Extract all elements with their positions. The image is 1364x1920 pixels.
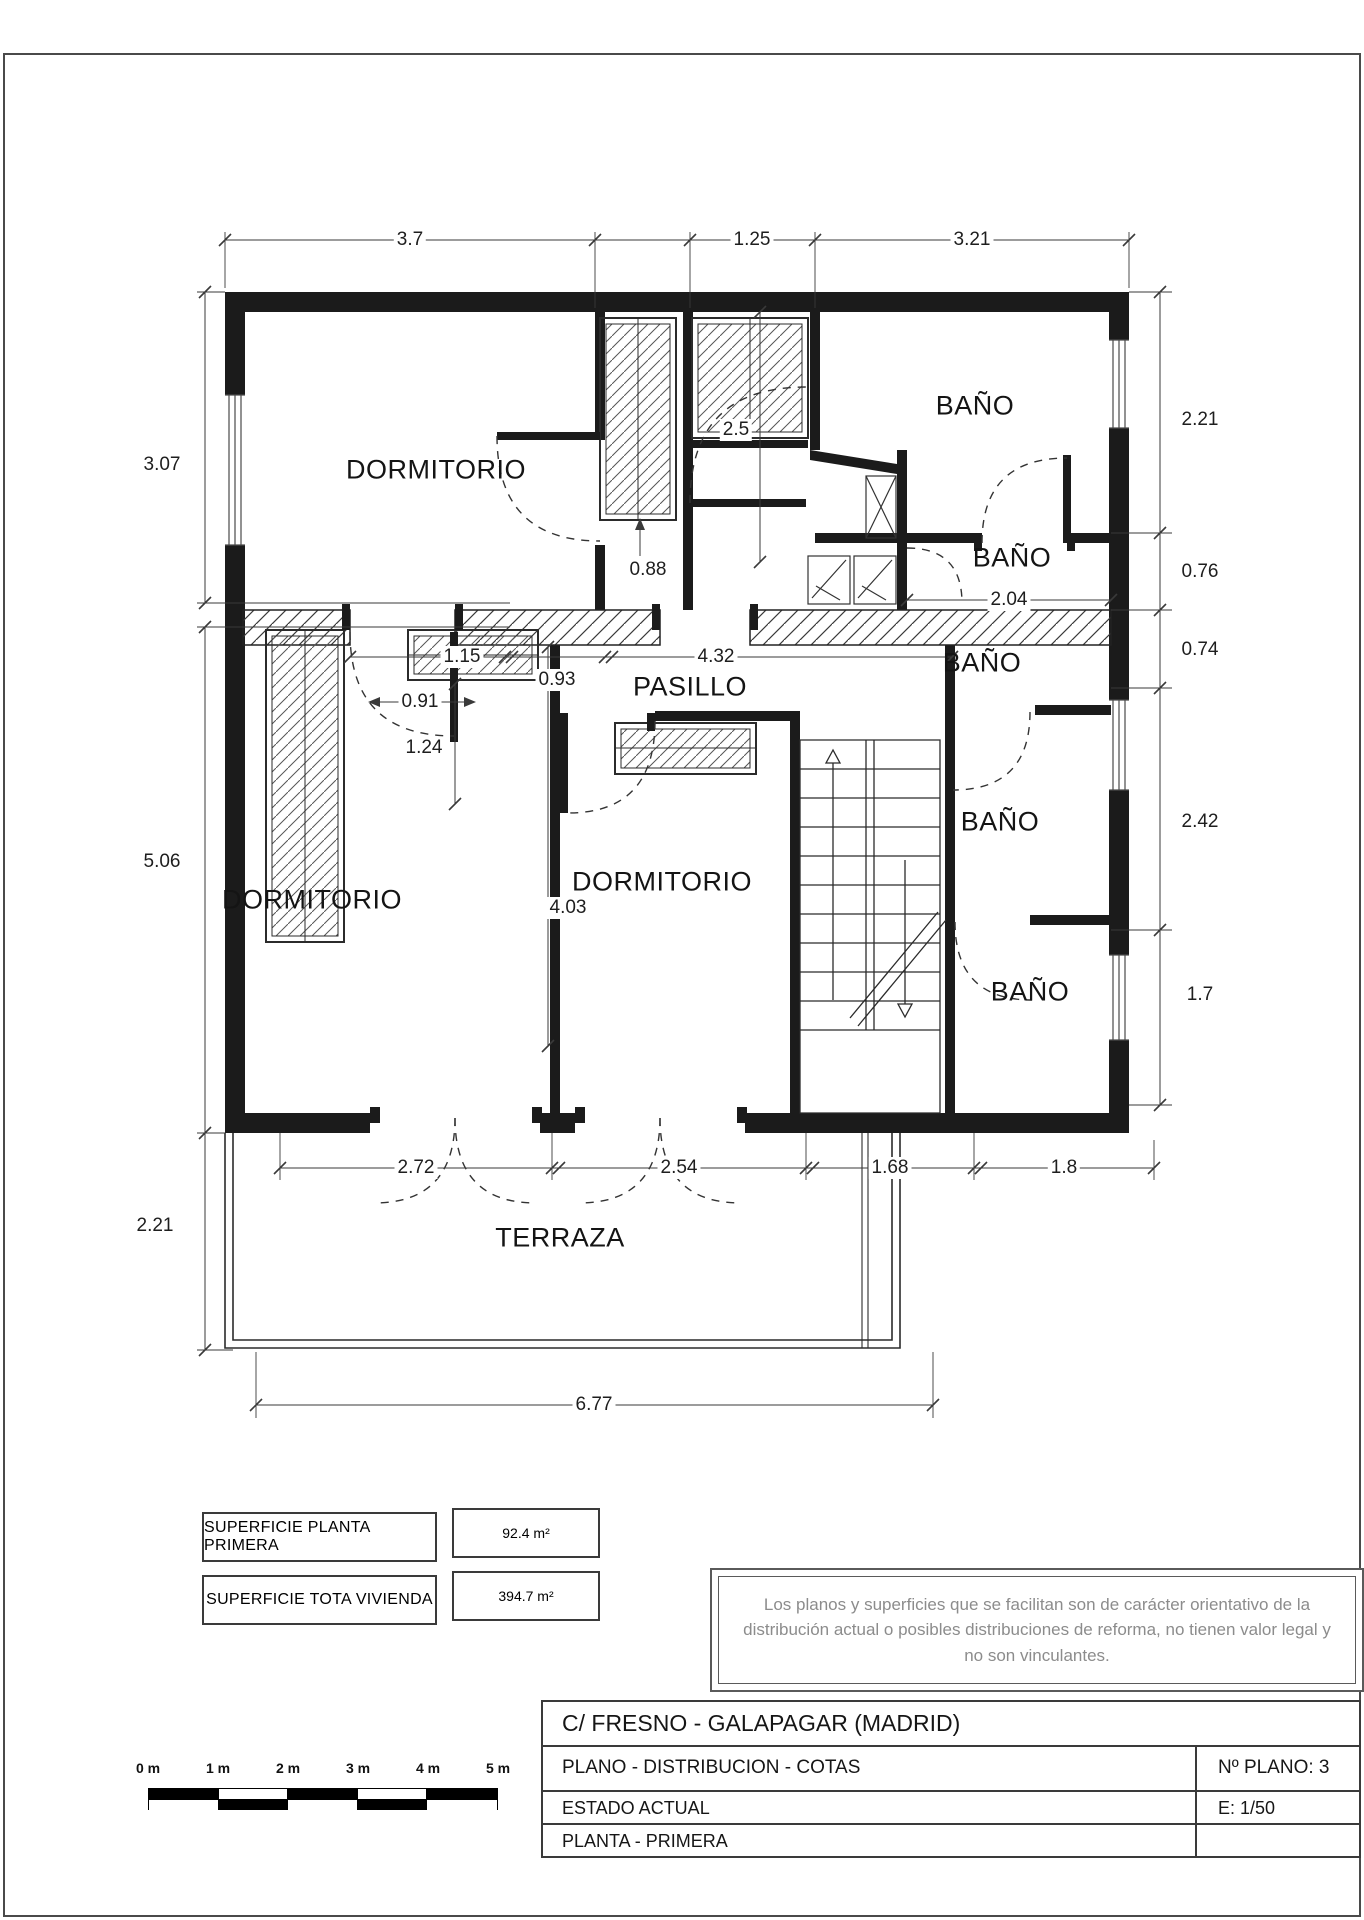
scale-label-5: 5 m	[485, 1760, 511, 1776]
scale-label-2: 2 m	[275, 1760, 301, 1776]
area-row2-label-text: SUPERFICIE TOTA VIVIENDA	[206, 1591, 433, 1608]
dim-strip-length: 2.5	[720, 419, 752, 441]
scale-label-4: 4 m	[415, 1760, 441, 1776]
room-label-terraza: TERRAZA	[495, 1222, 625, 1253]
doors	[342, 387, 1075, 1203]
dim-hall-length: 4.32	[695, 646, 738, 668]
dim-top-1: 3.7	[394, 229, 426, 251]
staircase	[800, 740, 946, 1113]
title-plan-type: PLANO - DISTRIBUCION - COTAS	[562, 1757, 861, 1778]
dim-right-2: 0.76	[1179, 561, 1222, 583]
title-floor: PLANTA - PRIMERA	[562, 1831, 728, 1851]
room-label-dormitorio-top: DORMITORIO	[346, 454, 526, 485]
dim-bottom-1: 2.72	[395, 1157, 438, 1179]
area-table-row1-label	[202, 1512, 437, 1562]
area-table-row1-value	[452, 1508, 600, 1558]
dim-door-hall: 1.15	[441, 646, 484, 668]
title-address: C/ FRESNO - GALAPAGAR (MADRID)	[562, 1710, 961, 1736]
room-label-bano-top: BAÑO	[935, 390, 1015, 421]
scale-label-0: 0 m	[135, 1760, 161, 1776]
dim-left-3: 2.21	[134, 1215, 177, 1237]
dim-bottom-4: 1.8	[1048, 1157, 1080, 1179]
title-state: ESTADO ACTUAL	[562, 1798, 710, 1818]
area-row1-label-text: SUPERFICIE PLANTA PRIMERA	[204, 1519, 370, 1554]
dim-top-3: 3.21	[951, 229, 994, 251]
dim-right-1: 2.21	[1179, 409, 1222, 431]
room-label-dormitorio-center: DORMITORIO	[572, 866, 752, 897]
room-label-bano-bottom: BAÑO	[990, 976, 1070, 1007]
dim-closet-width: 0.88	[627, 559, 670, 581]
door-swing-arcs	[350, 387, 1067, 1203]
dim-bottom-2: 2.54	[658, 1157, 701, 1179]
area-row1-value-text: 92.4 m²	[502, 1525, 550, 1541]
dim-closet-nook: 0.91	[399, 691, 442, 713]
title-plan-number: Nº PLANO: 3	[1218, 1757, 1330, 1778]
title-scale: E: 1/50	[1218, 1798, 1276, 1818]
dim-left-1: 3.07	[141, 454, 184, 476]
area-table-row2-value	[452, 1571, 600, 1621]
dim-closet-depth: 1.24	[403, 737, 446, 759]
dim-bottom-3: 1.68	[869, 1157, 912, 1179]
scale-label-1: 1 m	[205, 1760, 231, 1776]
closet-top	[600, 318, 676, 520]
dim-door-bedroom: 0.93	[536, 669, 579, 691]
room-label-dormitorio-left: DORMITORIO	[222, 884, 402, 915]
room-label-bano-lower: BAÑO	[960, 806, 1040, 837]
room-label-bano-mid: BAÑO	[942, 647, 1022, 678]
dim-right-4: 2.42	[1179, 811, 1222, 833]
room-label-bano-hall: BAÑO	[972, 542, 1052, 573]
disclaimer-box	[710, 1568, 1364, 1692]
corridor-wall-hatched	[243, 610, 1111, 645]
room-label-pasillo: PASILLO	[632, 671, 748, 702]
dim-right-5: 1.7	[1184, 984, 1216, 1006]
dim-overall-width: 6.77	[573, 1394, 616, 1416]
dim-top-2: 1.25	[731, 229, 774, 251]
disclaimer-text: Los planos y superficies que se facilitan son de carácter orientativo de la distribución actual o posibles distribuciones de reforma, no tienen valor legal y no son vinculantes.	[743, 1594, 1331, 1665]
area-table-row2-label	[202, 1575, 437, 1625]
closet-center-bedroom	[615, 723, 756, 774]
scale-bar	[148, 1788, 498, 1810]
disclaimer-inner-frame	[718, 1576, 1356, 1684]
area-row2-value-text: 394.7 m²	[498, 1588, 554, 1604]
dim-right-3: 0.74	[1179, 639, 1222, 661]
dim-left-2: 5.06	[141, 851, 184, 873]
dim-bedroom-length: 4.03	[547, 897, 590, 919]
dim-bath-width: 2.04	[988, 589, 1031, 611]
scale-label-3: 3 m	[345, 1760, 371, 1776]
